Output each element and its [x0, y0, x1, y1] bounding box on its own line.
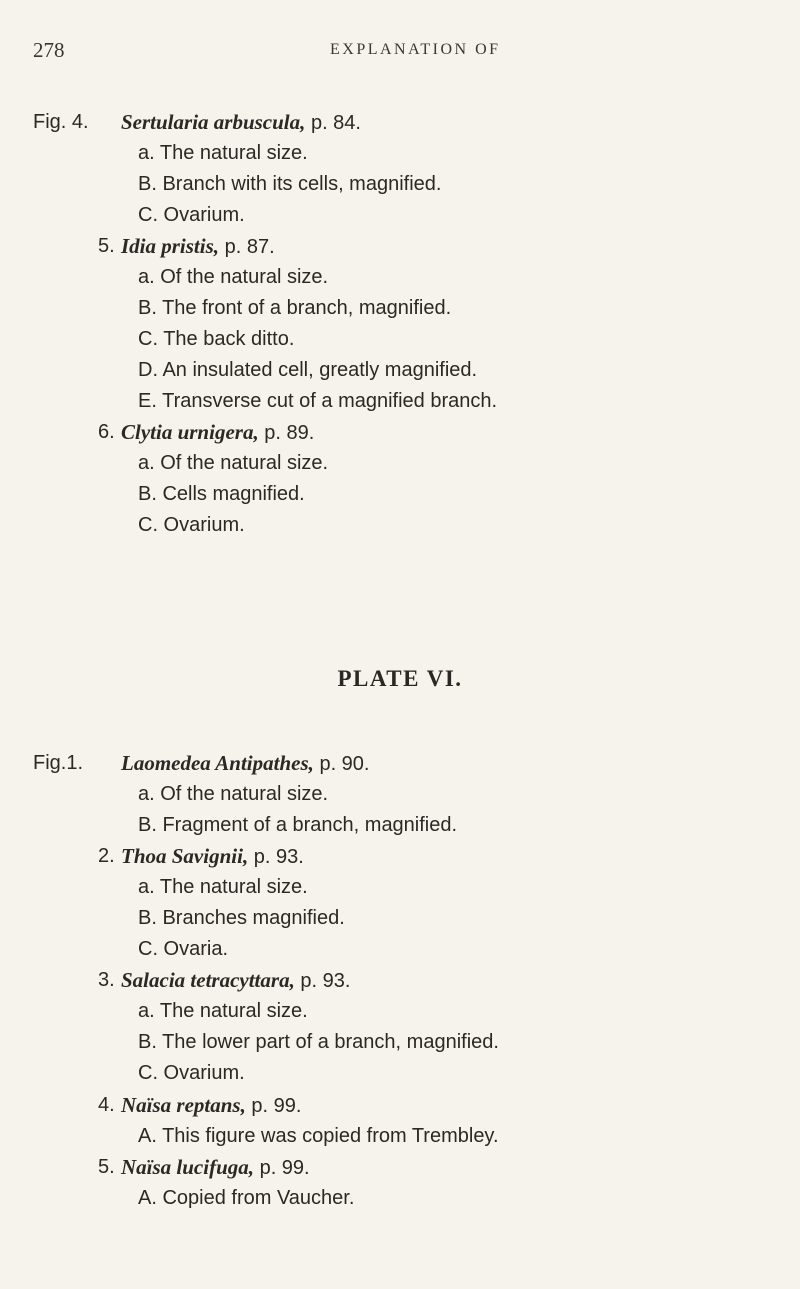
figure-label: 2.	[98, 845, 115, 867]
figure-item: B. Fragment of a branch, magnified.	[138, 814, 458, 836]
figure-label: 6.	[98, 421, 115, 443]
figure-label: 3.	[98, 969, 115, 991]
figure-item: E. Transverse cut of a magnified branch.	[138, 390, 498, 412]
species-name: Idia pristis,	[121, 234, 220, 258]
figure-label: 5.	[98, 235, 115, 257]
figure-item: A. Copied from Vaucher.	[138, 1187, 355, 1209]
figure-item: D. An insulated cell, greatly magnified.	[138, 359, 478, 381]
figure-item: A. This figure was copied from Trembley.	[138, 1125, 499, 1147]
figure-item: a. The natural size.	[138, 876, 308, 898]
page-reference: p. 93.	[294, 970, 351, 992]
page-reference: p. 90.	[313, 753, 370, 775]
figure-item: C. Ovaria.	[138, 938, 229, 960]
figure-label: 5.	[98, 1156, 115, 1178]
plate-heading: PLATE VI.	[337, 666, 463, 691]
figure-item: a. Of the natural size.	[138, 783, 329, 805]
species-name: Thoa Savignii,	[121, 844, 249, 868]
species-name: Naïsa lucifuga,	[121, 1155, 255, 1179]
page-reference: p. 84.	[305, 112, 361, 134]
figure-label: Fig.1.	[33, 752, 84, 774]
page-reference: p. 89.	[258, 422, 315, 444]
figure-item: B. Branch with its cells, magnified.	[138, 173, 442, 195]
figure-item: C. Ovarium.	[138, 204, 245, 226]
page-reference: p. 99.	[245, 1095, 302, 1117]
figure-item: a. The natural size.	[138, 1000, 308, 1022]
running-title: EXPLANATION OF	[330, 41, 501, 58]
figure-item: a. Of the natural size.	[138, 452, 329, 474]
figure-item: B. Branches magnified.	[138, 907, 345, 929]
species-name: Sertularia arbuscula,	[121, 110, 306, 134]
page-reference: p. 87.	[219, 236, 275, 258]
page-reference: p. 99.	[254, 1157, 310, 1179]
figure-item: B. The front of a branch, magnified.	[138, 297, 452, 319]
species-name: Laomedea Antipathes,	[121, 751, 314, 775]
figure-label: Fig. 4.	[33, 111, 89, 133]
figure-label: 4.	[98, 1094, 115, 1116]
species-name: Salacia tetracyttara,	[121, 968, 295, 992]
species-name: Clytia urnigera,	[121, 420, 259, 444]
figure-item: B. Cells magnified.	[138, 483, 305, 505]
species-name: Naïsa reptans,	[121, 1093, 246, 1117]
page-number: 278	[33, 38, 65, 62]
figure-item: C. Ovarium.	[138, 514, 245, 536]
figure-item: C. The back ditto.	[138, 328, 295, 350]
page-reference: p. 93.	[248, 846, 304, 868]
figure-item: C. Ovarium.	[138, 1062, 245, 1084]
figure-item: a. Of the natural size.	[138, 266, 329, 288]
figure-item: B. The lower part of a branch, magnified.	[138, 1031, 499, 1053]
figure-item: a. The natural size.	[138, 142, 308, 164]
